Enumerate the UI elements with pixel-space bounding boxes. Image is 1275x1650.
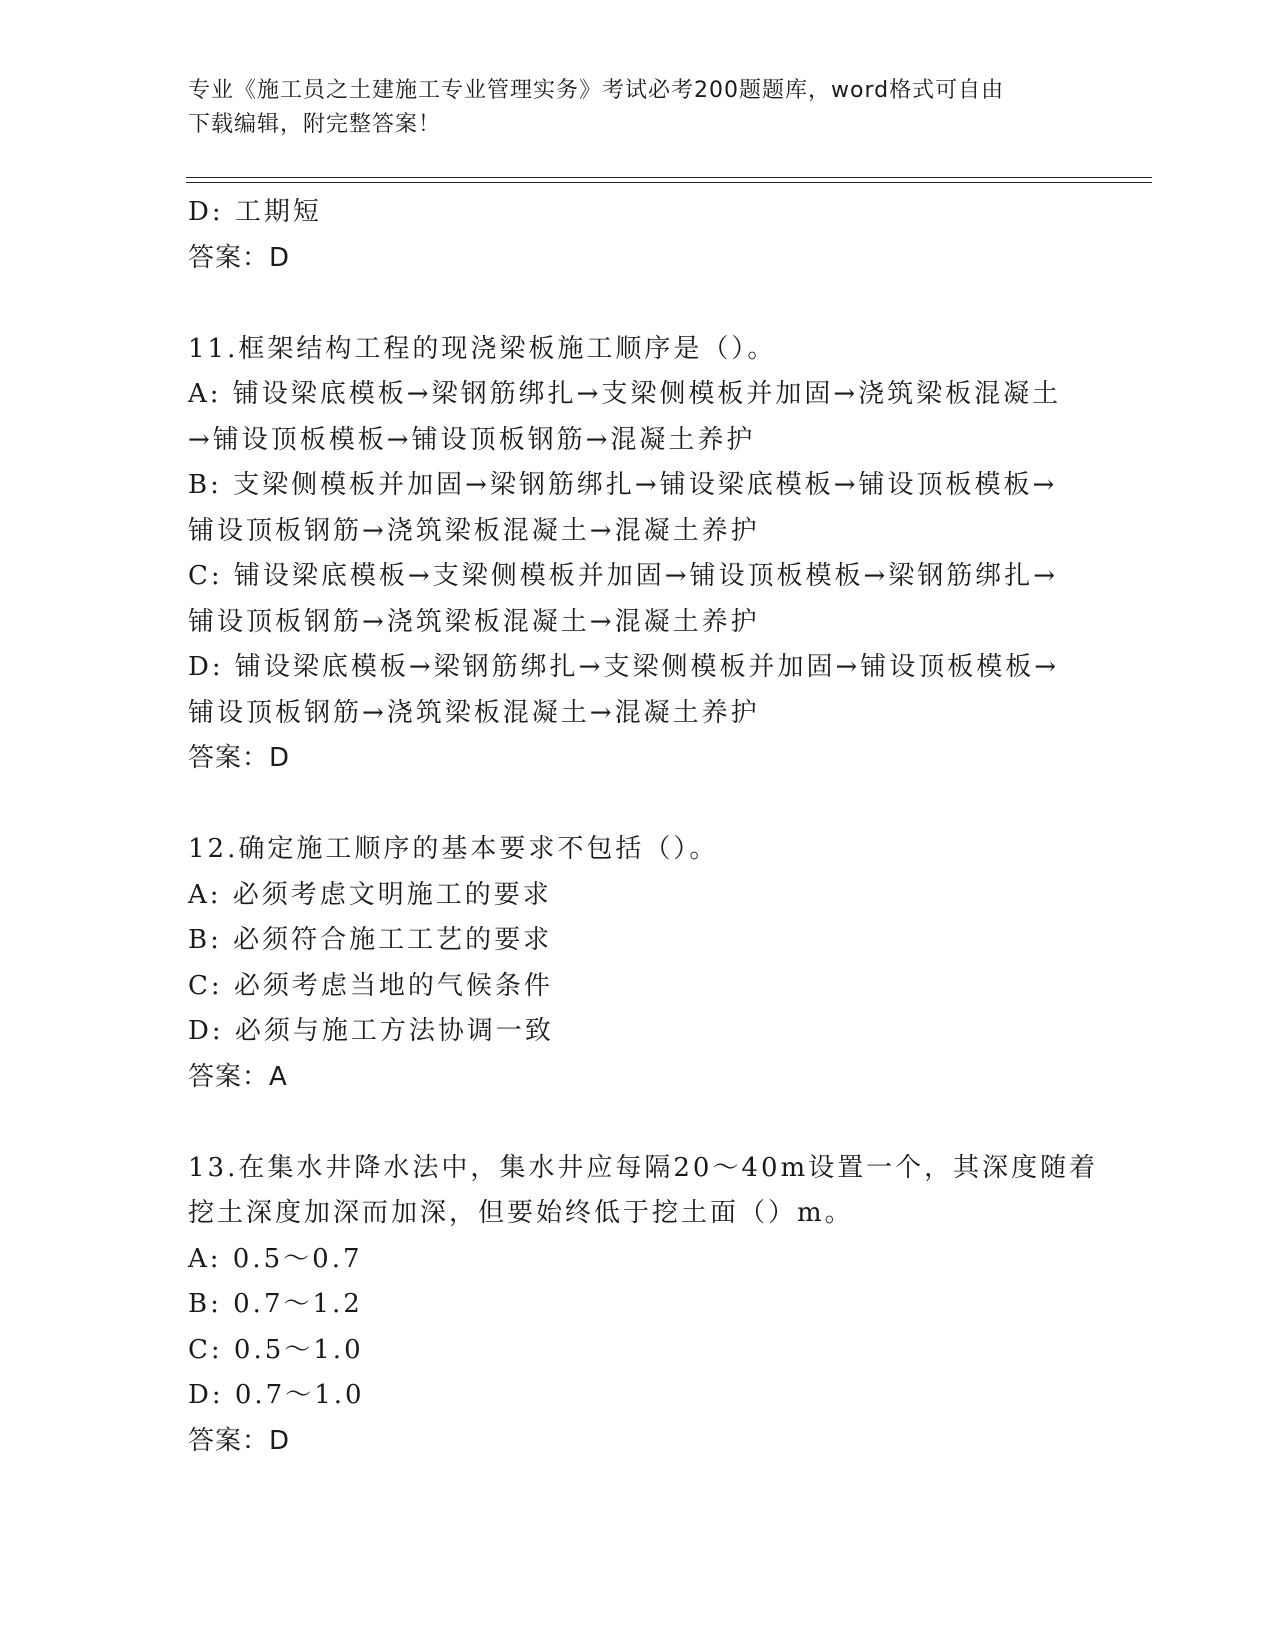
question-13-stem-cont: 挖土深度加深而加深，但要始终低于挖土面（）m。 [188,1198,854,1228]
question-11-option-a-cont: →铺设顶板模板→铺设顶板钢筋→混凝土养护 [188,424,756,455]
question-12-option-b: B: 必须符合施工工艺的要求 [188,925,553,955]
document-header [188,74,1068,142]
question-11-answer: 答案：D [188,743,291,773]
question-13-stem: 13.在集水井降水法中，集水井应每隔20～40m设置一个，其深度随着 [188,1152,1099,1183]
question-13-option-d: D: 0.7～1.0 [188,1380,365,1410]
spacer [188,1100,1088,1146]
header-rule-bottom [186,182,1152,183]
spacer [188,281,1088,327]
header-line-2: 下载编辑，附完整答案！ [188,112,442,137]
question-11-option-d: D: 铺设梁底模板→梁钢筋绑扎→支梁侧模板并加固→铺设顶板模板→ [188,652,1060,682]
prev-answer: 答案：D [188,242,291,273]
spacer [188,782,1088,828]
question-12 [188,827,1088,1100]
question-11-option-d-cont: 铺设顶板钢筋→浇筑梁板混凝土→混凝土养护 [188,697,760,728]
question-12-answer: 答案：A [188,1061,288,1092]
header-line-1: 专业《施工员之土建施工专业管理实务》考试必考200题题库，word格式可自由 [188,78,1005,103]
question-11-option-b: B: 支梁侧模板并加固→梁钢筋绑扎→铺设梁底模板→铺设顶板模板→ [188,470,1058,500]
question-12-option-a: A: 必须考虑文明施工的要求 [188,879,552,910]
header-rule-top [186,177,1152,178]
question-13-answer: 答案：D [188,1425,291,1456]
question-13-option-c: C: 0.5～1.0 [188,1334,364,1365]
question-11-option-a: A: 铺设梁底模板→梁钢筋绑扎→支梁侧模板并加固→浇筑梁板混凝土 [188,379,1062,409]
question-11 [188,327,1088,782]
question-13 [188,1146,1099,1465]
question-11-option-b-cont: 铺设顶板钢筋→浇筑梁板混凝土→混凝土养护 [188,515,760,546]
question-12-option-c: C: 必须考虑当地的气候条件 [188,970,553,1001]
question-11-stem: 11.框架结构工程的现浇梁板施工顺序是（）。 [188,333,777,364]
question-13-option-a: A: 0.5～0.7 [188,1243,363,1274]
question-12-stem: 12.确定施工顺序的基本要求不包括（）。 [188,834,719,864]
question-11-option-c: C: 铺设梁底模板→支梁侧模板并加固→铺设顶板模板→梁钢筋绑扎→ [188,561,1059,591]
question-11-option-c-cont: 铺设顶板钢筋→浇筑梁板混凝土→混凝土养护 [188,606,760,637]
question-12-option-d: D: 必须与施工方法协调一致 [188,1016,554,1046]
question-13-option-b: B: 0.7～1.2 [188,1289,363,1319]
prev-option-d: D: 工期短 [188,197,322,227]
question-list [188,190,1099,1464]
